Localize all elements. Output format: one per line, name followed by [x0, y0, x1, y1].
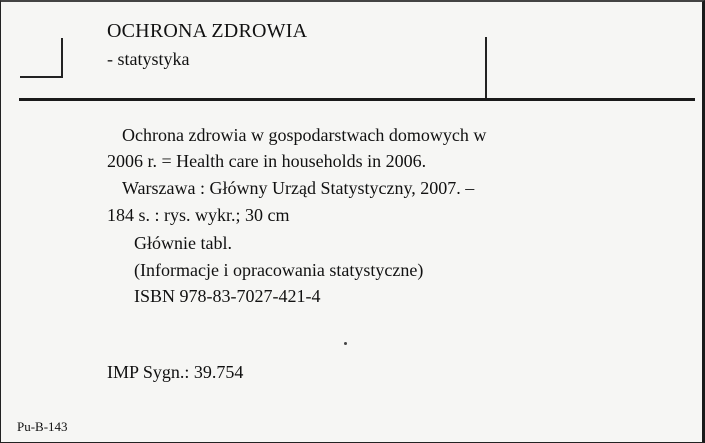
card-code: Pu-B-143: [17, 419, 68, 434]
physical-description: 184 s. : rys. wykr.; 30 cm: [107, 205, 290, 225]
series-line: (Informacje i opracowania statystyczne): [134, 260, 424, 280]
subject-heading: OCHRONA ZDROWIA: [107, 20, 308, 42]
title-line-2: 2006 r. = Health care in households in 2006.: [107, 151, 427, 171]
corner-mark-vertical: [61, 38, 63, 78]
note-line: Głównie tabl.: [134, 233, 232, 253]
speck: [344, 342, 347, 345]
title-line-1: Ochrona zdrowia w gospodarstwach domowych w: [122, 125, 487, 145]
call-number: IMP Sygn.: 39.754: [107, 362, 244, 382]
subject-subheading: - statystyka: [107, 49, 190, 69]
publication-line: Warszawa : Główny Urząd Statystyczny, 2007. –: [122, 178, 475, 198]
isbn-line: ISBN 978-83-7027-421-4: [134, 286, 321, 306]
heading-divider: [485, 37, 487, 99]
corner-mark-horizontal: [20, 76, 63, 78]
horizontal-rule: [19, 98, 695, 101]
